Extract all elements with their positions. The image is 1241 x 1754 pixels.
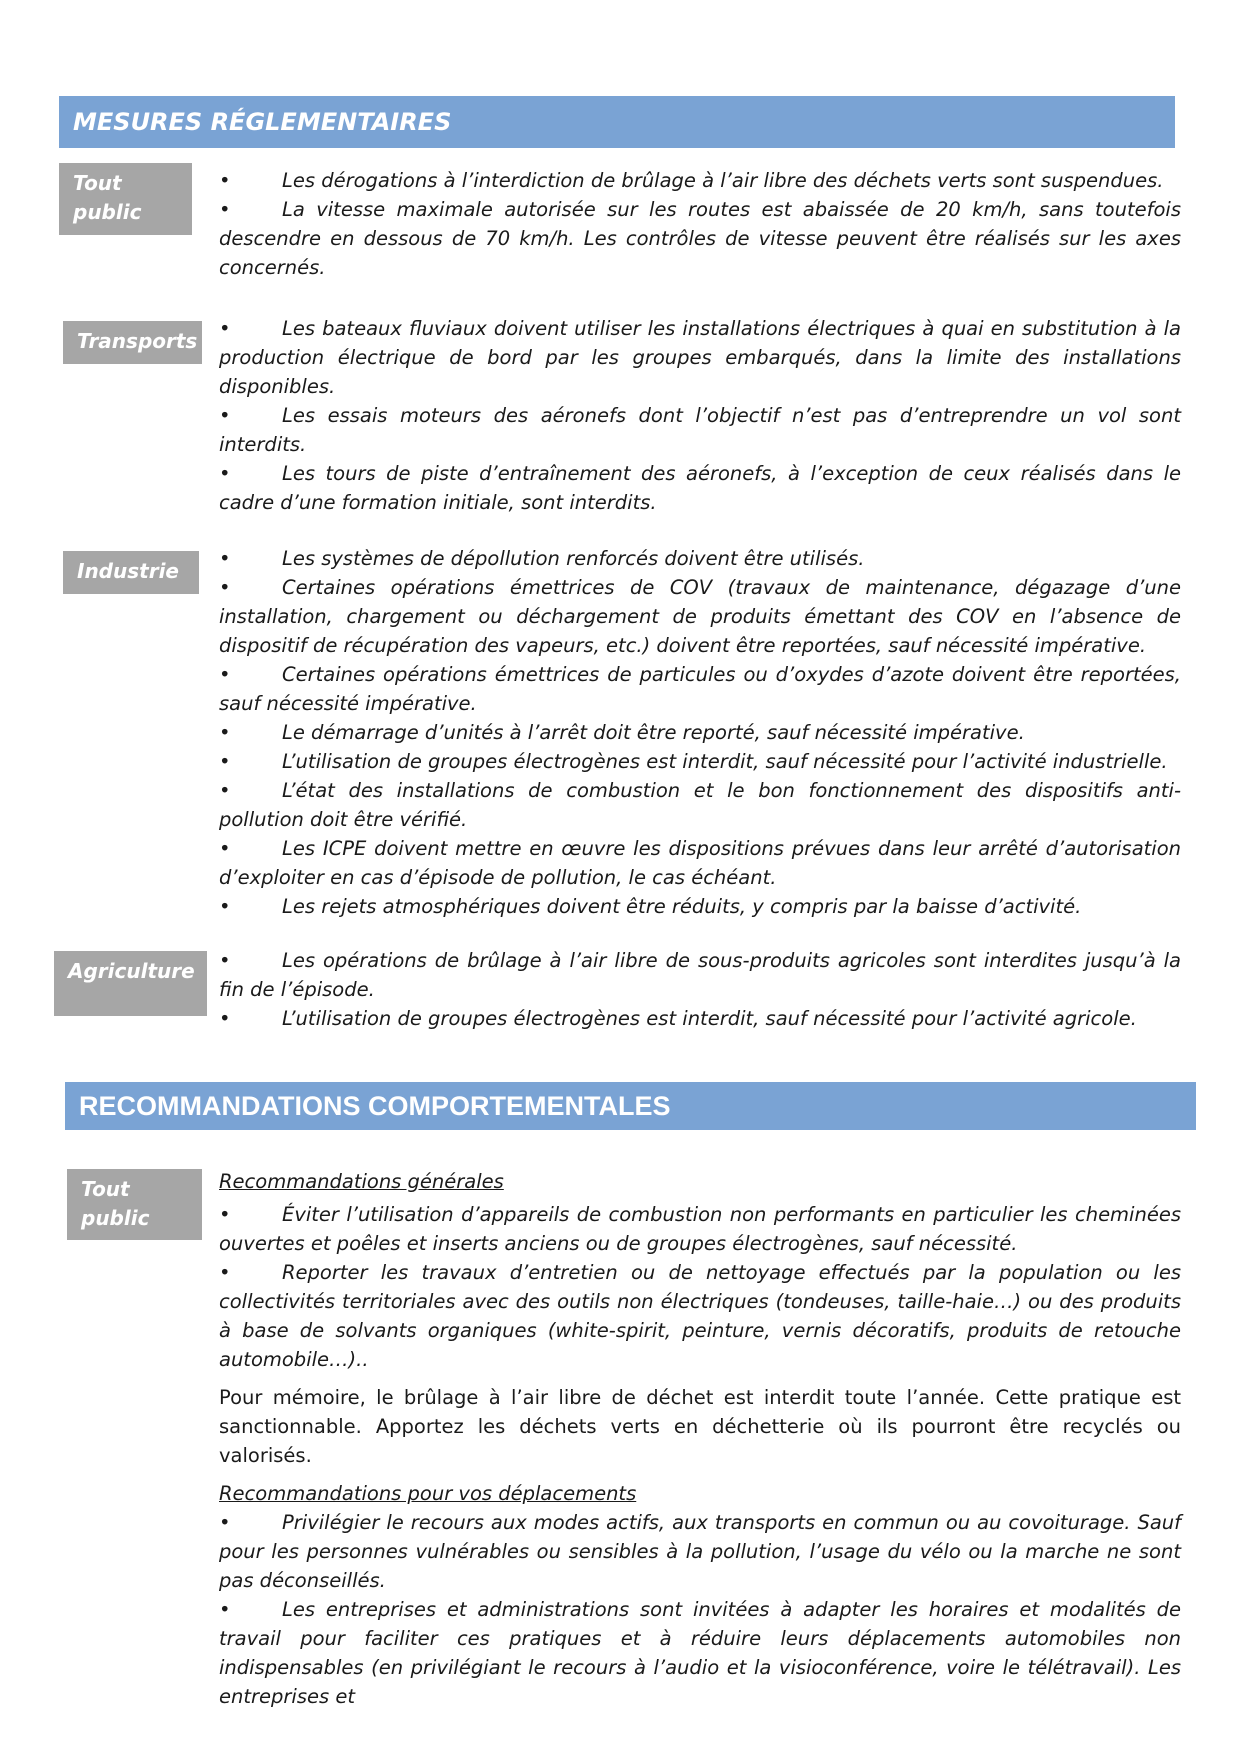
list-item: • Les dérogations à l’interdiction de brûlage à l’air libre des déchets verts sont suspendues. [219,166,1181,195]
tag-agriculture: Agriculture [54,951,207,1016]
list-item: • Certaines opérations émettrices de particules ou d’oxydes d’azote doivent être reportées, sauf nécessité impérative. [219,660,1181,718]
list-item: • Éviter l’utilisation d’appareils de combustion non performants en particulier les cheminées ouvertes et poêles et inserts anciens ou de groupes électrogènes, sauf nécessité. [219,1200,1181,1258]
memo-paragraph: Pour mémoire, le brûlage à l’air libre de déchet est interdit toute l’année. Cette pratique est sanctionnable. Apportez les déchets verts en déchetterie où ils pourront être recyclés ou valorisés. [219,1386,1181,1467]
list-item: • La vitesse maximale autorisée sur les routes est abaissée de 20 km/h, sans toutefois descendre en dessous de 70 km/h. Les contrôles de vitesse peuvent être réalisés sur les axes concernés. [219,195,1181,282]
tag-tout-public: Tout public [59,163,192,235]
list-item: • L’état des installations de combustion et le bon fonctionnement des dispositifs anti-pollution doit être vérifié. [219,776,1181,834]
subheading-generales: Recommandations générales [219,1170,504,1193]
list-item: • Les essais moteurs des aéronefs dont l’objectif n’est pas d’entreprendre un vol sont interdits. [219,401,1181,459]
list-item: • L’utilisation de groupes électrogènes est interdit, sauf nécessité pour l’activité industrielle. [219,747,1181,776]
list-item: • Le démarrage d’unités à l’arrêt doit être reporté, sauf nécessité impérative. [219,718,1181,747]
list-item: • L’utilisation de groupes électrogènes est interdit, sauf nécessité pour l’activité agricole. [219,1004,1181,1033]
agriculture-measures [219,946,1181,1033]
list-item: • Les ICPE doivent mettre en œuvre les dispositions prévues dans leur arrêté d’autorisation d’exploiter en cas d’épisode de pollution, le cas échéant. [219,834,1181,892]
list-item: • Les entreprises et administrations sont invitées à adapter les horaires et modalités de travail pour faciliter ces pratiques et à réduire leurs déplacements automobiles non indispensables (en privilégiant le recours à l’audio et la visioconférence, voire le télétravail). Les entreprises et [219,1595,1181,1711]
list-item: • Les rejets atmosphériques doivent être réduits, y compris par la baisse d’activité. [219,892,1181,921]
list-item: • Privilégier le recours aux modes actifs, aux transports en commun ou au covoiturage. Sauf pour les personnes vulnérables ou sensibles à la pollution, l’usage du vélo ou la marche ne sont pas déconseillés. [219,1508,1181,1595]
transports-measures [219,314,1181,517]
tout-public-measures [219,166,1181,282]
list-item: • Reporter les travaux d’entretien ou de nettoyage effectués par la population ou les collectivités territoriales avec des outils non électriques (tondeuses, taille-haie…) ou des produits à base de solvants organiques (white-spirit, peinture, vernis décoratifs, produits de retouche automobile…).. [219,1258,1181,1374]
industrie-measures [219,544,1181,921]
list-item: • Les bateaux fluviaux doivent utiliser les installations électriques à quai en substitution à la production électrique de bord par les groupes embarqués, dans la limite des installations disponibles. [219,314,1181,401]
recommandations-section-title: RECOMMANDATIONS COMPORTEMENTALES [65,1082,1196,1130]
list-item: • Les systèmes de dépollution renforcés doivent être utilisés. [219,544,1181,573]
recommandations-content [219,1167,1181,1711]
subheading-deplacements: Recommandations pour vos déplacements [219,1482,637,1505]
list-item: • Certaines opérations émettrices de COV (travaux de maintenance, dégazage d’une installation, chargement ou déchargement de produits émettant des COV en l’absence de dispositif de récupération des vapeurs, etc.) doivent être reportées, sauf nécessité impérative. [219,573,1181,660]
list-item: • Les tours de piste d’entraînement des aéronefs, à l’exception de ceux réalisés dans le cadre d’une formation initiale, sont interdits. [219,459,1181,517]
tag-tout-public-recommandations: Tout public [67,1169,202,1240]
tag-transports: Transports [63,321,202,364]
tag-industrie: Industrie [63,551,199,594]
mesures-section-title: MESURES RÉGLEMENTAIRES [59,96,1175,148]
list-item: • Les opérations de brûlage à l’air libre de sous-produits agricoles sont interdites jusqu’à la fin de l’épisode. [219,946,1181,1004]
